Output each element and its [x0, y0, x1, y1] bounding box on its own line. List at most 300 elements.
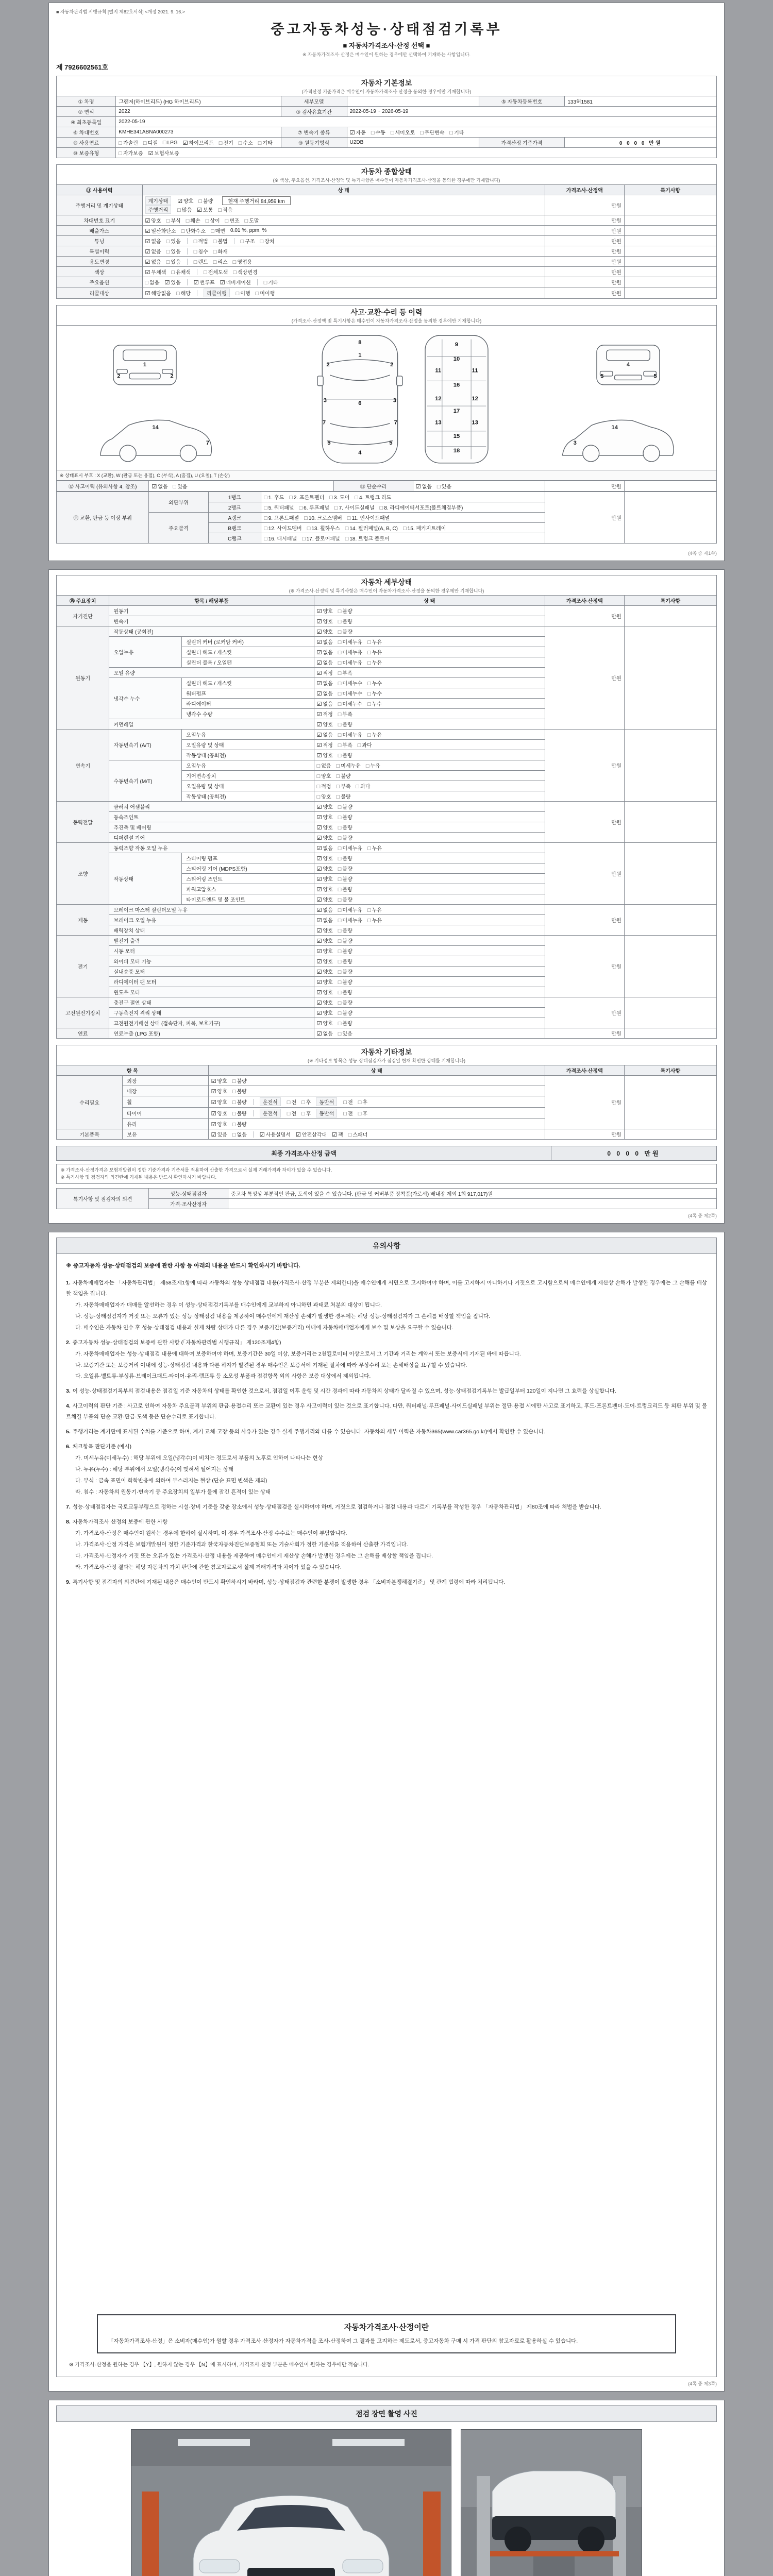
unchecked-checkbox-icon[interactable]: □ [367, 918, 371, 924]
checked-checkbox-icon[interactable]: ☑ [193, 280, 199, 286]
unchecked-checkbox-icon[interactable]: □ [338, 1010, 342, 1016]
unchecked-checkbox-icon[interactable]: □ [334, 505, 338, 511]
checkbox-option[interactable] [317, 648, 333, 656]
checkbox-option[interactable] [338, 1019, 352, 1027]
checkbox-option[interactable] [347, 514, 390, 521]
checkbox-option[interactable] [348, 1130, 368, 1138]
checkbox-option[interactable] [317, 998, 333, 1006]
unchecked-checkbox-icon[interactable]: □ [173, 484, 177, 490]
checkbox-option[interactable] [145, 216, 161, 224]
checkbox-option[interactable] [260, 1130, 291, 1138]
checkbox-option[interactable] [204, 268, 228, 276]
unchecked-checkbox-icon[interactable]: □ [240, 239, 244, 245]
checkbox-option[interactable] [317, 1029, 333, 1037]
checkbox-option[interactable] [213, 258, 228, 265]
checked-checkbox-icon[interactable]: ☑ [316, 835, 322, 841]
unchecked-checkbox-icon[interactable]: □ [336, 763, 340, 769]
checkbox-option[interactable] [211, 1077, 227, 1084]
checkbox-option[interactable] [241, 237, 255, 245]
unchecked-checkbox-icon[interactable]: □ [301, 1099, 305, 1106]
checkbox-option[interactable] [338, 1029, 352, 1037]
checkbox-option[interactable] [301, 1098, 311, 1106]
checkbox-option[interactable] [317, 968, 333, 975]
checked-checkbox-icon[interactable]: ☑ [316, 990, 322, 996]
unchecked-checkbox-icon[interactable]: □ [338, 660, 342, 666]
checkbox-option[interactable] [165, 278, 181, 286]
unchecked-checkbox-icon[interactable]: □ [338, 629, 342, 635]
checkbox-option[interactable] [367, 689, 382, 697]
unchecked-checkbox-icon[interactable]: □ [338, 639, 342, 646]
checkbox-option[interactable] [338, 1009, 352, 1016]
unchecked-checkbox-icon[interactable]: □ [338, 1000, 342, 1006]
checkbox-option[interactable] [367, 679, 382, 687]
checkbox-option[interactable] [197, 206, 213, 213]
unchecked-checkbox-icon[interactable]: □ [205, 218, 209, 224]
unchecked-checkbox-icon[interactable]: □ [403, 526, 407, 532]
checked-checkbox-icon[interactable]: ☑ [220, 280, 225, 286]
checkbox-option[interactable] [301, 1109, 311, 1117]
checkbox-option[interactable] [449, 128, 464, 136]
unchecked-checkbox-icon[interactable]: □ [367, 845, 371, 852]
unchecked-checkbox-icon[interactable]: □ [348, 1132, 352, 1138]
unchecked-checkbox-icon[interactable]: □ [193, 239, 197, 245]
checkbox-option[interactable] [166, 247, 181, 255]
checkbox-option[interactable] [232, 1098, 247, 1106]
unchecked-checkbox-icon[interactable]: □ [316, 784, 321, 790]
checkbox-option[interactable] [143, 139, 158, 146]
unchecked-checkbox-icon[interactable]: □ [232, 1078, 236, 1084]
checkbox-option[interactable] [302, 534, 340, 542]
checkbox-option[interactable] [338, 937, 352, 944]
unchecked-checkbox-icon[interactable]: □ [338, 753, 342, 759]
checkbox-option[interactable] [350, 128, 366, 136]
unchecked-checkbox-icon[interactable]: □ [255, 291, 259, 297]
unchecked-checkbox-icon[interactable]: □ [379, 505, 383, 511]
checkbox-option[interactable] [317, 607, 333, 615]
checkbox-option[interactable] [317, 761, 331, 769]
checkbox-option[interactable] [420, 128, 444, 136]
checkbox-option[interactable] [367, 916, 382, 924]
unchecked-checkbox-icon[interactable]: □ [449, 130, 453, 136]
checkbox-option[interactable] [338, 638, 362, 646]
unchecked-checkbox-icon[interactable]: □ [143, 140, 147, 146]
unchecked-checkbox-icon[interactable]: □ [264, 526, 267, 532]
unchecked-checkbox-icon[interactable]: □ [338, 876, 342, 883]
checkbox-option[interactable] [367, 844, 382, 852]
checked-checkbox-icon[interactable]: ☑ [211, 1099, 216, 1106]
checkbox-option[interactable] [119, 149, 143, 157]
checkbox-option[interactable] [173, 482, 188, 490]
checked-checkbox-icon[interactable]: ☑ [316, 845, 322, 852]
checkbox-option[interactable] [317, 844, 333, 852]
unchecked-checkbox-icon[interactable]: □ [171, 269, 175, 276]
checked-checkbox-icon[interactable]: ☑ [316, 1010, 322, 1016]
checkbox-option[interactable] [345, 524, 398, 532]
checked-checkbox-icon[interactable]: ☑ [145, 218, 150, 224]
checkbox-option[interactable] [194, 278, 215, 286]
checkbox-option[interactable] [148, 149, 179, 157]
unchecked-checkbox-icon[interactable]: □ [338, 825, 342, 831]
checkbox-option[interactable] [358, 1109, 367, 1117]
checkbox-option[interactable] [329, 493, 349, 501]
unchecked-checkbox-icon[interactable]: □ [232, 1132, 236, 1138]
unchecked-checkbox-icon[interactable]: □ [166, 249, 170, 255]
checkbox-option[interactable] [338, 628, 352, 635]
unchecked-checkbox-icon[interactable]: □ [225, 218, 229, 224]
checkbox-option[interactable] [317, 617, 333, 625]
checkbox-option[interactable] [181, 227, 206, 234]
unchecked-checkbox-icon[interactable]: □ [264, 495, 267, 501]
checkbox-option[interactable] [264, 514, 299, 521]
unchecked-checkbox-icon[interactable]: □ [338, 866, 342, 872]
unchecked-checkbox-icon[interactable]: □ [166, 218, 170, 224]
checked-checkbox-icon[interactable]: ☑ [316, 660, 322, 666]
checkbox-option[interactable] [233, 268, 257, 276]
checkbox-option[interactable] [177, 206, 192, 213]
unchecked-checkbox-icon[interactable]: □ [338, 928, 342, 934]
checked-checkbox-icon[interactable]: ☑ [316, 732, 322, 738]
checked-checkbox-icon[interactable]: ☑ [211, 1089, 216, 1095]
checkbox-option[interactable] [317, 803, 333, 810]
checkbox-option[interactable] [256, 289, 275, 297]
checkbox-option[interactable] [338, 751, 352, 759]
checkbox-option[interactable] [264, 278, 278, 286]
unchecked-checkbox-icon[interactable]: □ [145, 280, 149, 286]
checkbox-option[interactable] [220, 278, 251, 286]
checked-checkbox-icon[interactable]: ☑ [182, 140, 188, 146]
checkbox-option[interactable] [166, 216, 181, 224]
unchecked-checkbox-icon[interactable]: □ [119, 150, 122, 157]
checkbox-option[interactable] [358, 741, 372, 749]
unchecked-checkbox-icon[interactable]: □ [343, 1111, 347, 1117]
unchecked-checkbox-icon[interactable]: □ [232, 1111, 236, 1117]
unchecked-checkbox-icon[interactable]: □ [338, 938, 342, 944]
checkbox-option[interactable] [232, 1087, 247, 1095]
checked-checkbox-icon[interactable]: ☑ [316, 608, 322, 615]
unchecked-checkbox-icon[interactable]: □ [186, 218, 190, 224]
unchecked-checkbox-icon[interactable]: □ [338, 732, 342, 738]
checkbox-option[interactable] [317, 689, 333, 697]
checkbox-option[interactable] [338, 906, 362, 913]
unchecked-checkbox-icon[interactable]: □ [358, 1099, 362, 1106]
checkbox-option[interactable] [245, 216, 259, 224]
checkbox-option[interactable] [338, 607, 352, 615]
unchecked-checkbox-icon[interactable]: □ [218, 207, 222, 213]
unchecked-checkbox-icon[interactable]: □ [338, 856, 342, 862]
checked-checkbox-icon[interactable]: ☑ [145, 249, 150, 255]
checkbox-option[interactable] [337, 772, 351, 779]
checkbox-option[interactable] [236, 289, 250, 297]
checked-checkbox-icon[interactable]: ☑ [316, 619, 322, 625]
unchecked-checkbox-icon[interactable]: □ [119, 140, 122, 146]
unchecked-checkbox-icon[interactable]: □ [338, 711, 342, 718]
checkbox-option[interactable] [338, 710, 352, 718]
checkbox-option[interactable] [317, 1009, 333, 1016]
checked-checkbox-icon[interactable]: ☑ [316, 650, 322, 656]
checkbox-option[interactable] [213, 247, 228, 255]
checkbox-option[interactable] [211, 227, 225, 234]
checkbox-option[interactable] [343, 1098, 352, 1106]
checkbox-option[interactable] [317, 865, 333, 872]
checked-checkbox-icon[interactable]: ☑ [145, 259, 150, 265]
unchecked-checkbox-icon[interactable]: □ [338, 959, 342, 965]
checkbox-option[interactable] [225, 216, 240, 224]
checkbox-option[interactable] [317, 906, 333, 913]
unchecked-checkbox-icon[interactable]: □ [338, 815, 342, 821]
unchecked-checkbox-icon[interactable]: □ [260, 239, 264, 245]
checked-checkbox-icon[interactable]: ☑ [316, 670, 322, 676]
unchecked-checkbox-icon[interactable]: □ [357, 742, 361, 749]
checkbox-option[interactable] [145, 268, 166, 276]
checkbox-option[interactable] [338, 865, 352, 872]
checked-checkbox-icon[interactable]: ☑ [316, 1031, 322, 1037]
checked-checkbox-icon[interactable]: ☑ [148, 150, 154, 157]
unchecked-checkbox-icon[interactable]: □ [162, 139, 166, 146]
checkbox-option[interactable] [317, 885, 333, 893]
unchecked-checkbox-icon[interactable]: □ [236, 291, 240, 297]
checkbox-option[interactable] [163, 140, 178, 146]
checkbox-option[interactable] [338, 689, 362, 697]
checkbox-option[interactable] [338, 813, 352, 821]
checkbox-option[interactable] [264, 503, 294, 511]
checkbox-option[interactable] [299, 503, 329, 511]
unchecked-checkbox-icon[interactable]: □ [329, 495, 333, 501]
checkbox-option[interactable] [355, 493, 391, 501]
checkbox-option[interactable] [338, 617, 352, 625]
checkbox-option[interactable] [317, 679, 333, 687]
unchecked-checkbox-icon[interactable]: □ [166, 239, 170, 245]
unchecked-checkbox-icon[interactable]: □ [287, 1099, 291, 1106]
checkbox-option[interactable] [307, 524, 340, 532]
unchecked-checkbox-icon[interactable]: □ [367, 701, 371, 707]
checked-checkbox-icon[interactable]: ☑ [145, 239, 150, 245]
unchecked-checkbox-icon[interactable]: □ [338, 722, 342, 728]
checkbox-option[interactable] [317, 926, 333, 934]
checked-checkbox-icon[interactable]: ☑ [211, 1132, 216, 1138]
checkbox-option[interactable] [338, 679, 362, 687]
checkbox-option[interactable] [367, 638, 382, 646]
unchecked-checkbox-icon[interactable]: □ [338, 897, 342, 903]
unchecked-checkbox-icon[interactable]: □ [263, 280, 267, 286]
checkbox-option[interactable] [337, 792, 351, 800]
unchecked-checkbox-icon[interactable]: □ [213, 249, 217, 255]
unchecked-checkbox-icon[interactable]: □ [289, 495, 293, 501]
checkbox-option[interactable] [367, 700, 382, 707]
checkbox-option[interactable] [145, 289, 172, 297]
unchecked-checkbox-icon[interactable]: □ [211, 228, 214, 234]
checked-checkbox-icon[interactable]: ☑ [316, 876, 322, 883]
unchecked-checkbox-icon[interactable]: □ [338, 701, 342, 707]
unchecked-checkbox-icon[interactable]: □ [436, 484, 441, 490]
checkbox-option[interactable] [338, 957, 352, 965]
unchecked-checkbox-icon[interactable]: □ [232, 1122, 236, 1128]
unchecked-checkbox-icon[interactable]: □ [338, 948, 342, 955]
checkbox-option[interactable] [317, 988, 333, 996]
checked-checkbox-icon[interactable]: ☑ [316, 897, 322, 903]
checkbox-option[interactable] [176, 289, 191, 297]
checkbox-option[interactable] [317, 916, 333, 924]
checkbox-option[interactable] [356, 782, 371, 790]
checkbox-option[interactable] [317, 813, 333, 821]
checkbox-option[interactable] [416, 482, 432, 490]
unchecked-checkbox-icon[interactable]: □ [181, 228, 185, 234]
checked-checkbox-icon[interactable]: ☑ [316, 887, 322, 893]
checkbox-option[interactable] [338, 875, 352, 883]
checkbox-option[interactable] [232, 1077, 247, 1084]
checkbox-option[interactable] [145, 237, 161, 245]
checkbox-option[interactable] [211, 1098, 227, 1106]
checked-checkbox-icon[interactable]: ☑ [164, 280, 170, 286]
unchecked-checkbox-icon[interactable]: □ [356, 784, 360, 790]
checkbox-option[interactable] [233, 258, 253, 265]
unchecked-checkbox-icon[interactable]: □ [338, 742, 342, 749]
unchecked-checkbox-icon[interactable]: □ [338, 1031, 342, 1037]
unchecked-checkbox-icon[interactable]: □ [345, 536, 349, 542]
checked-checkbox-icon[interactable]: ☑ [316, 979, 322, 986]
checkbox-option[interactable] [367, 906, 382, 913]
unchecked-checkbox-icon[interactable]: □ [345, 526, 349, 532]
checkbox-option[interactable] [186, 216, 200, 224]
checkbox-option[interactable] [338, 669, 352, 676]
checkbox-option[interactable] [258, 139, 273, 146]
checkbox-option[interactable] [338, 895, 352, 903]
checked-checkbox-icon[interactable]: ☑ [316, 1021, 322, 1027]
checkbox-option[interactable] [166, 258, 181, 265]
checkbox-option[interactable] [338, 988, 352, 996]
checkbox-option[interactable] [317, 710, 333, 718]
checkbox-option[interactable] [366, 761, 380, 769]
checkbox-option[interactable] [211, 1109, 227, 1117]
unchecked-checkbox-icon[interactable]: □ [367, 639, 371, 646]
checked-checkbox-icon[interactable]: ☑ [316, 938, 322, 944]
checkbox-option[interactable] [317, 669, 333, 676]
checkbox-option[interactable] [343, 1109, 352, 1117]
checked-checkbox-icon[interactable]: ☑ [316, 639, 322, 646]
checkbox-option[interactable] [338, 731, 362, 738]
unchecked-checkbox-icon[interactable]: □ [338, 670, 342, 676]
checkbox-option[interactable] [166, 237, 181, 245]
checkbox-option[interactable] [337, 761, 361, 769]
checkbox-option[interactable] [317, 823, 333, 831]
checkbox-option[interactable] [317, 978, 333, 986]
checkbox-option[interactable] [338, 854, 352, 862]
checked-checkbox-icon[interactable]: ☑ [316, 711, 322, 718]
checkbox-option[interactable] [171, 268, 191, 276]
unchecked-checkbox-icon[interactable]: □ [233, 269, 237, 276]
unchecked-checkbox-icon[interactable]: □ [238, 140, 242, 146]
checkbox-option[interactable] [317, 854, 333, 862]
checkbox-option[interactable] [371, 128, 385, 136]
checked-checkbox-icon[interactable]: ☑ [316, 629, 322, 635]
checkbox-option[interactable] [391, 128, 415, 136]
unchecked-checkbox-icon[interactable]: □ [338, 608, 342, 615]
unchecked-checkbox-icon[interactable]: □ [198, 198, 203, 205]
checkbox-option[interactable] [119, 139, 138, 146]
checked-checkbox-icon[interactable]: ☑ [145, 269, 150, 276]
checked-checkbox-icon[interactable]: ☑ [316, 742, 322, 749]
checkbox-option[interactable] [145, 278, 160, 286]
checkbox-option[interactable] [145, 247, 161, 255]
checked-checkbox-icon[interactable]: ☑ [211, 1111, 216, 1117]
checked-checkbox-icon[interactable]: ☑ [211, 1078, 216, 1084]
checkbox-option[interactable] [358, 1098, 367, 1106]
checkbox-option[interactable] [332, 1130, 343, 1138]
checkbox-option[interactable] [338, 741, 352, 749]
unchecked-checkbox-icon[interactable]: □ [390, 130, 394, 136]
unchecked-checkbox-icon[interactable]: □ [301, 1111, 305, 1117]
checked-checkbox-icon[interactable]: ☑ [211, 1122, 216, 1128]
checkbox-option[interactable] [317, 700, 333, 707]
checkbox-option[interactable] [296, 1130, 327, 1138]
unchecked-checkbox-icon[interactable]: □ [338, 887, 342, 893]
checked-checkbox-icon[interactable]: ☑ [316, 804, 322, 810]
checked-checkbox-icon[interactable]: ☑ [316, 948, 322, 955]
checkbox-option[interactable] [183, 139, 214, 146]
unchecked-checkbox-icon[interactable]: □ [338, 990, 342, 996]
checked-checkbox-icon[interactable]: ☑ [316, 681, 322, 687]
checkbox-option[interactable] [338, 885, 352, 893]
checkbox-option[interactable] [367, 658, 382, 666]
unchecked-checkbox-icon[interactable]: □ [193, 249, 197, 255]
unchecked-checkbox-icon[interactable]: □ [204, 269, 207, 276]
checked-checkbox-icon[interactable]: ☑ [316, 959, 322, 965]
checkbox-option[interactable] [211, 1130, 227, 1138]
unchecked-checkbox-icon[interactable]: □ [338, 969, 342, 975]
unchecked-checkbox-icon[interactable]: □ [193, 259, 197, 265]
checkbox-option[interactable] [264, 534, 297, 542]
checkbox-option[interactable] [145, 227, 176, 234]
checkbox-option[interactable] [338, 834, 352, 841]
checkbox-option[interactable] [317, 782, 331, 790]
checkbox-option[interactable] [289, 493, 324, 501]
unchecked-checkbox-icon[interactable]: □ [176, 291, 180, 297]
checked-checkbox-icon[interactable]: ☑ [316, 825, 322, 831]
checkbox-option[interactable] [338, 823, 352, 831]
unchecked-checkbox-icon[interactable]: □ [336, 794, 340, 800]
unchecked-checkbox-icon[interactable]: □ [244, 218, 248, 224]
unchecked-checkbox-icon[interactable]: □ [213, 259, 217, 265]
checkbox-option[interactable] [317, 772, 331, 779]
checkbox-option[interactable] [317, 792, 331, 800]
checkbox-option[interactable] [338, 926, 352, 934]
checked-checkbox-icon[interactable]: ☑ [197, 207, 203, 213]
checkbox-option[interactable] [317, 895, 333, 903]
checkbox-option[interactable] [218, 206, 232, 213]
checkbox-option[interactable] [260, 237, 275, 245]
unchecked-checkbox-icon[interactable]: □ [338, 918, 342, 924]
checkbox-option[interactable] [304, 514, 342, 521]
unchecked-checkbox-icon[interactable]: □ [232, 1099, 236, 1106]
unchecked-checkbox-icon[interactable]: □ [177, 207, 181, 213]
checkbox-option[interactable] [317, 875, 333, 883]
checked-checkbox-icon[interactable]: ☑ [152, 484, 157, 490]
unchecked-checkbox-icon[interactable]: □ [213, 239, 217, 245]
checkbox-option[interactable] [239, 139, 253, 146]
unchecked-checkbox-icon[interactable]: □ [316, 773, 321, 779]
checked-checkbox-icon[interactable]: ☑ [316, 928, 322, 934]
unchecked-checkbox-icon[interactable]: □ [304, 515, 308, 521]
checkbox-option[interactable] [338, 916, 362, 924]
unchecked-checkbox-icon[interactable]: □ [264, 536, 267, 542]
checkbox-option[interactable] [367, 648, 382, 656]
unchecked-checkbox-icon[interactable]: □ [299, 505, 303, 511]
checked-checkbox-icon[interactable]: ☑ [259, 1132, 265, 1138]
checkbox-option[interactable] [194, 247, 208, 255]
checkbox-option[interactable] [317, 937, 333, 944]
checked-checkbox-icon[interactable]: ☑ [349, 130, 355, 136]
checkbox-option[interactable] [338, 658, 362, 666]
unchecked-checkbox-icon[interactable]: □ [343, 1099, 347, 1106]
